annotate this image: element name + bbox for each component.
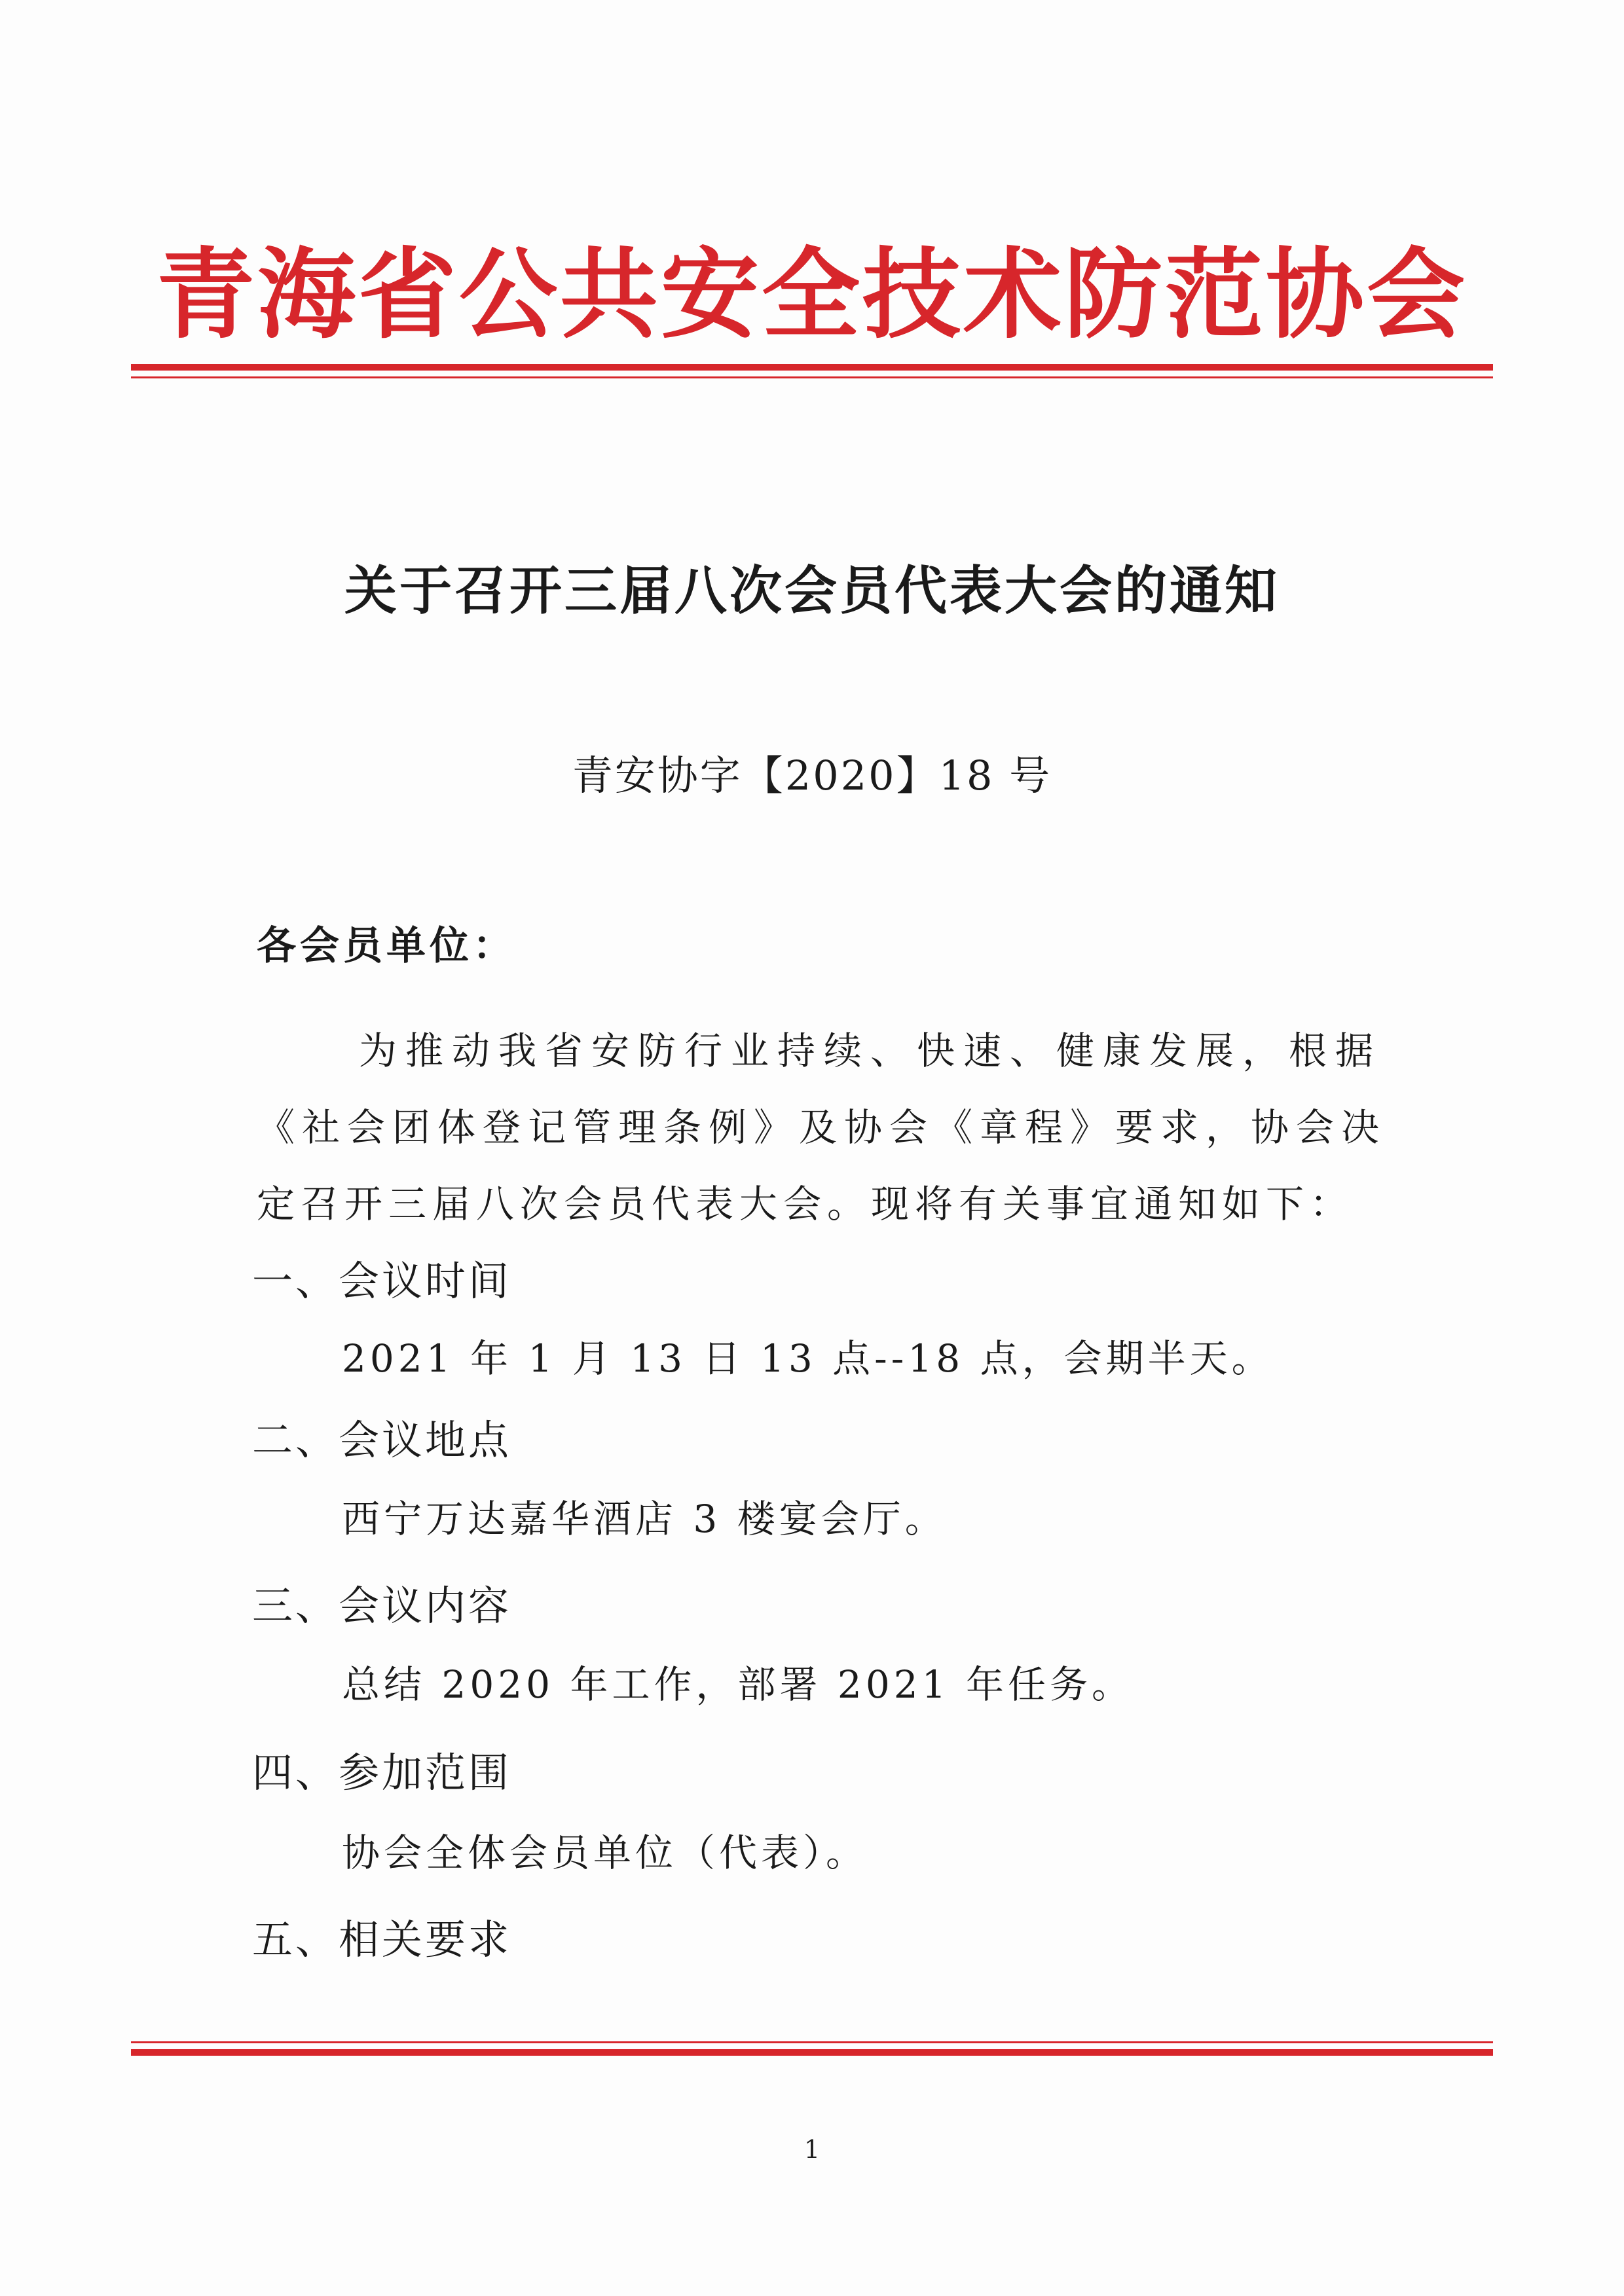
letterhead-title: 青海省公共安全技术防范协会 xyxy=(156,237,1467,352)
section-text-content: 总结 2020 年工作，部署 2021 年任务。 xyxy=(342,1662,1134,1707)
section-heading-content: 三、会议内容 xyxy=(252,1582,512,1630)
section-heading-scope: 四、参加范围 xyxy=(252,1749,512,1796)
intro-paragraph-line: 为推动我省安防行业持续、快速、健康发展，根据 xyxy=(359,1029,1382,1073)
section-heading-time: 一、会议时间 xyxy=(252,1257,512,1305)
section-text-location: 西宁万达嘉华酒店 3 楼宴会厅。 xyxy=(342,1497,947,1541)
divider-thin-line xyxy=(131,376,1493,378)
footer-divider xyxy=(131,2041,1493,2056)
salutation: 各会员单位： xyxy=(257,923,516,969)
divider-thick-line xyxy=(131,364,1493,371)
intro-paragraph-line: 定召开三届八次会员代表大会。现将有关事宜通知如下： xyxy=(257,1182,1354,1226)
notice-title: 关于召开三届八次会员代表大会的通知 xyxy=(344,560,1280,621)
letterhead-divider xyxy=(131,364,1493,378)
section-heading-requirements: 五、相关要求 xyxy=(252,1916,512,1963)
divider-thick-line xyxy=(131,2049,1493,2056)
section-text-scope: 协会全体会员单位（代表）。 xyxy=(342,1831,868,1875)
document-number: 青安协字【2020】18 号 xyxy=(572,752,1052,799)
intro-paragraph-line: 《社会团体登记管理条例》及协会《章程》要求，协会决 xyxy=(257,1105,1387,1150)
page-number: 1 xyxy=(803,2135,821,2164)
section-text-time: 2021 年 1 月 13 日 13 点--18 点，会期半天。 xyxy=(342,1336,1274,1381)
section-heading-location: 二、会议地点 xyxy=(252,1416,512,1464)
